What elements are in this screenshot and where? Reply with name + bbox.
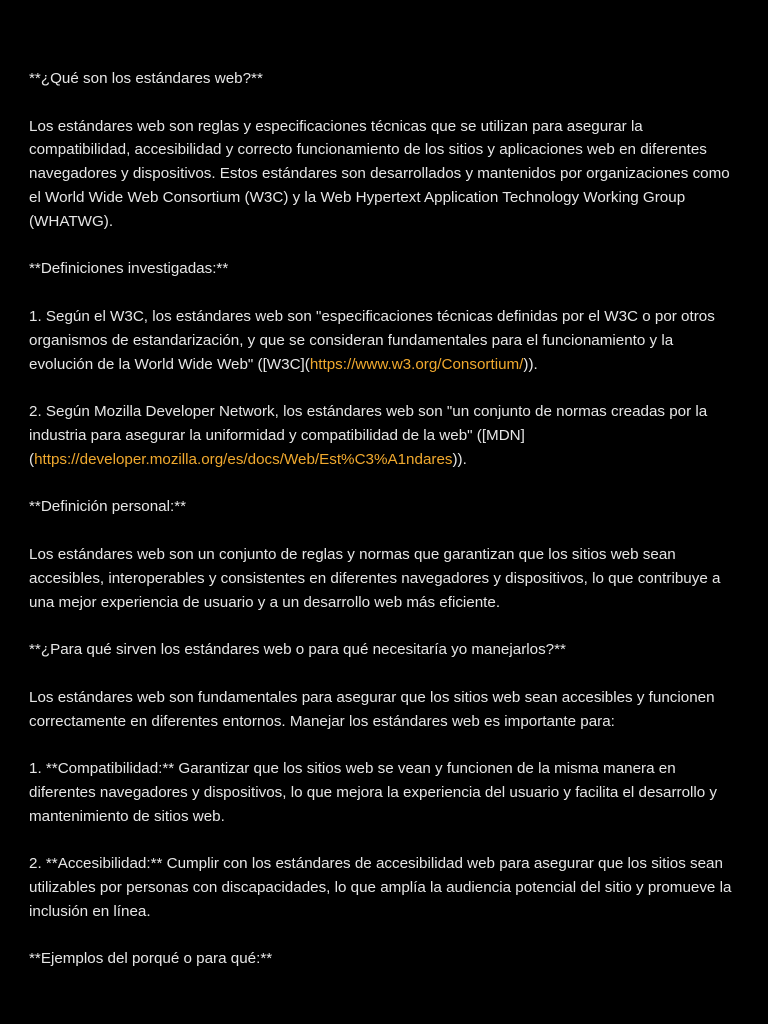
definition-w3c-text: 1. Según el W3C, los estándares web son "especificaciones técnicas definidas por el W3C o por otros organismos de estandarización, y que se consideran fundamentales para el funcionamiento y la evolución de la World Wide Web" ([W3C]( bbox=[29, 307, 715, 373]
definition-w3c-tail: )). bbox=[523, 355, 538, 373]
heading-what-are-web-standards: **¿Qué son los estándares web?** bbox=[29, 70, 263, 87]
document-body bbox=[29, 67, 741, 995]
definition-w3c bbox=[29, 305, 741, 376]
heading-examples: **Ejemplos del porqué o para qué:** bbox=[29, 950, 273, 968]
heading-personal-definition: **Definición personal:** bbox=[29, 498, 187, 516]
paragraph-personal-definition: Los estándares web son un conjunto de reglas y normas que garantizan que los sitios web sean accesibles, interoperables y consistentes en diferentes navegadores y dispositivos, lo que contribuye a una mejor experiencia de usuario y a un desarrollo web más eficiente. bbox=[29, 545, 721, 611]
paragraph-what-are-web-standards: Los estándares web son reglas y especificaciones técnicas que se utilizan para asegurar la compatibilidad, accesibilidad y correcto funcionamiento de los sitios y aplicaciones web en diferentes navegadores y dispositivos. Estos estándares son desarrollados y mantenidos por organizaciones como el World Wide Web Consortium (W3C) y la Web Hypertext Application Technology Working Group (WHATWG). bbox=[29, 117, 730, 230]
list-item-accessibility: 2. **Accesibilidad:** Cumplir con los estándares de accesibilidad web para asegurar que los sitios sean utilizables por personas con discapacidades, lo que amplía la audiencia potencial del sitio y promueve la inclusión en línea. bbox=[29, 855, 732, 920]
mdn-link[interactable]: https://developer.mozilla.org/es/docs/Web/Est%C3%A1ndares bbox=[34, 450, 453, 468]
heading-researched-definitions: **Definiciones investigadas:** bbox=[29, 260, 229, 278]
w3c-link[interactable]: https://www.w3.org/Consortium/ bbox=[309, 355, 524, 373]
definition-mdn-text: 2. Según Mozilla Developer Network, los estándares web son "un conjunto de normas creadas por la industria para asegurar la uniformidad y compatibilidad de la web" ([MDN]( bbox=[29, 403, 708, 468]
definition-mdn-tail: )). bbox=[452, 450, 467, 468]
paragraph-purpose: Los estándares web son fundamentales para asegurar que los sitios web sean accesibles y funcionen correctamente en diferentes entornos. Manejar los estándares web es importante para: bbox=[29, 688, 715, 730]
definition-mdn bbox=[29, 400, 741, 471]
list-item-compatibility: 1. **Compatibilidad:** Garantizar que los sitios web se vean y funcionen de la misma manera en diferentes navegadores y dispositivos, lo que mejora la experiencia del usuario y facilita el desarrollo y mantenimiento de sitios web. bbox=[29, 760, 718, 825]
heading-purpose: **¿Para qué sirven los estándares web o para qué necesitaría yo manejarlos?** bbox=[29, 641, 566, 659]
